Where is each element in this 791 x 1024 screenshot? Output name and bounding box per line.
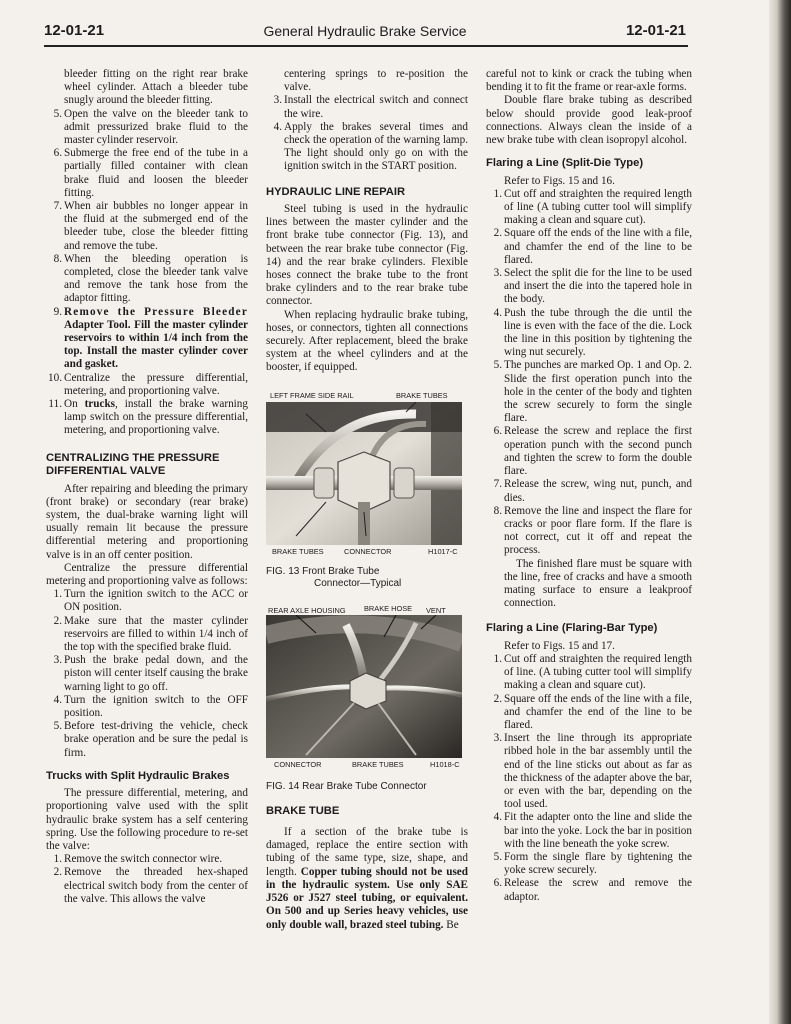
list-item: 9. Remove the Pressure Bleeder Adapter Tool. Fill the master cylinder reservoirs to within 1/4 inch from the top. Install the master cylinder cover and gasket. bbox=[53, 305, 248, 371]
list-item: 5. Form the single flare by tightening the yoke screw securely. bbox=[493, 850, 692, 877]
paragraph-brake-tube: If a section of the brake tube is damaged, replace the entire section with tubing of the same type, size, shape, and length. Copper tubing should not be used in the hydraulic system. Use only SAE J526 or J527 steel tubing, or equivalent. On 500 and up Series heavy vehicles, use only double wall, brazed steel tubing. Be bbox=[266, 826, 468, 931]
list-item: 2. Square off the ends of the line with a file, and chamfer the end of the line to be flared. bbox=[493, 227, 692, 266]
list-item: 4. Apply the brakes several times and check the operation of the warning lamp. The light should only go on with the ignition switch in the START position. bbox=[273, 120, 468, 173]
list-item: 6. Submerge the free end of the tube in a partially filled container with clean brake fluid and loosen the bleeder fitting. bbox=[53, 147, 248, 199]
list-item: 7. Release the screw, wing nut, punch, and dies. bbox=[493, 478, 692, 504]
section-heading-hydraulic-line-repair: HYDRAULIC LINE REPAIR bbox=[266, 185, 406, 198]
list-item: 8. Remove the line and inspect the flare for cracks or poor flare form. If the flare is not correct, cut it off and repeat the process. bbox=[493, 504, 692, 557]
section-heading-split-die: Flaring a Line (Split-Die Type) bbox=[486, 157, 644, 170]
fig13-label-connector: CONNECTOR bbox=[344, 546, 392, 556]
paragraph: Steel tubing is used in the hydraulic lines between the master cylinder and the front brake tube connector (Fig. 13), and between the rear brake tube connector (Fig. 14) and the rear brake cylinders. Flexible hoses connect the brake tube to the front brake cylinders and to the rear brake tube connector. bbox=[266, 203, 468, 308]
figure-13 bbox=[266, 391, 468, 590]
section-heading-centralizing: CENTRALIZING THE PRESSURE DIFFERENTIAL VALVE bbox=[46, 451, 220, 478]
column-3 bbox=[486, 68, 692, 904]
list-item: 6. Release the screw and replace the first operation punch with the second punch and tighten the screw to form the double flare. bbox=[493, 425, 692, 478]
paragraph: Centralize the pressure differential metering and proportioning valve as follows: bbox=[46, 561, 248, 587]
page-title: General Hydraulic Brake Service bbox=[263, 23, 467, 39]
page-number-left: 12-01-21 bbox=[44, 22, 105, 39]
list-item: 1. Cut off and straighten the required length of line (A tubing cutter tool will simplify making a clean and square cut). bbox=[493, 187, 692, 227]
fig14-label-connector: CONNECTOR bbox=[274, 759, 322, 769]
flaring-bar-steps-list bbox=[486, 653, 692, 904]
fig13-label-brake-tubes-top: BRAKE TUBES bbox=[396, 390, 448, 400]
list-item: 4. Fit the adapter onto the line and slide the bar into the yoke. Lock the bar in position with the line beneath the yoke screw. bbox=[493, 811, 692, 850]
fig14-photo bbox=[266, 615, 462, 758]
centralize-steps-list bbox=[46, 588, 248, 760]
section-heading-brake-tube: BRAKE TUBE bbox=[266, 804, 340, 817]
paragraph-ref: Refer to Figs. 15 and 16. bbox=[504, 174, 615, 187]
paragraph: When replacing hydraulic brake tubing, hoses, or connectors, tighten all connections securely. After replacement, bleed the brake system at the wheel cylinders and at the booster, if equipped. bbox=[266, 308, 468, 374]
figure-14 bbox=[266, 604, 468, 793]
list-item: centering springs to re-position the valve. bbox=[284, 68, 468, 94]
paragraph: The finished flare must be square with the line, free of cracks and have a smooth mating surface to ensure a leakproof connection. bbox=[504, 557, 692, 610]
list-item: 4. Turn the ignition switch to the OFF position. bbox=[53, 693, 248, 719]
list-item: 11. On trucks, install the brake warning lamp switch on the pressure differential, metering, and proportioning valve. bbox=[48, 398, 248, 437]
trucks-steps-list-cont bbox=[266, 68, 468, 174]
column-1 bbox=[46, 68, 248, 906]
list-item: 8. When the bleeding operation is completed, close the bleeder tank valve and remove the tank hose from the adaptor fitting. bbox=[53, 252, 248, 305]
column-2 bbox=[266, 68, 468, 932]
trucks-steps-list bbox=[46, 853, 248, 906]
list-item: 2. Make sure that the master cylinder reservoirs are filled to within 1/4 inch of the top with the specified brake fluid. bbox=[53, 614, 248, 653]
list-item: 6. Release the screw and remove the adaptor. bbox=[493, 877, 692, 903]
paragraph: After repairing and bleeding the primary (front brake) or secondary (rear brake) system, the dual-brake warning light will usually remain lit because the pressure differential metering and proportioning valve is in an off center position. bbox=[46, 482, 248, 561]
list-item: 1. Remove the switch connector wire. bbox=[53, 853, 223, 866]
fig14-label-brake-hose: BRAKE HOSE bbox=[364, 603, 413, 613]
fig13-photo bbox=[266, 402, 462, 545]
fig13-label-frame-rail: LEFT FRAME SIDE RAIL bbox=[270, 390, 354, 400]
fig14-label-rear-axle: REAR AXLE HOUSING bbox=[268, 605, 346, 615]
page-number-right: 12-01-21 bbox=[625, 22, 686, 39]
list-item: 1. Turn the ignition switch to the ACC or ON position. bbox=[53, 588, 248, 614]
list-item: 5. Open the valve on the bleeder tank to admit pressurized brake fluid to the master cylinder reservoir. bbox=[53, 107, 248, 147]
fig14-caption: FIG. 14 Rear Brake Tube Connector bbox=[266, 780, 427, 792]
list-item: bleeder fitting on the right rear brake wheel cylinder. Attach a bleeder tube snugly around the bleeder fitting. bbox=[64, 68, 248, 107]
list-item: 10. Centralize the pressure differential, metering, and proportioning valve. bbox=[48, 371, 248, 397]
fig13-label-code: H1017-C bbox=[428, 546, 458, 556]
list-item: 5. The punches are marked Op. 1 and Op. 2. Slide the first operation punch into the hole in the center of the body and tighten the screw securely to form the single flare. bbox=[493, 359, 692, 425]
bleeding-steps-list bbox=[46, 68, 248, 438]
page-edge-shadow bbox=[769, 0, 791, 1024]
fig14-label-vent: VENT bbox=[426, 605, 446, 615]
list-item: 3. Push the brake pedal down, and the piston will center itself causing the brake warning light to go off. bbox=[53, 654, 248, 693]
paragraph: Double flare brake tubing as described below should provide good leak-proof connections. Always clean the inside of a new brake tube with clean isopropyl alcohol. bbox=[486, 94, 692, 147]
list-item: 4. Push the tube through the die until the line is even with the face of the die. Lock the line in this position by tightening the wing nut securely. bbox=[493, 306, 692, 359]
list-item: 5. Before test-driving the vehicle, check brake operation and be sure the pedal is firm. bbox=[53, 720, 248, 759]
header-rule bbox=[44, 45, 688, 47]
paragraph: careful not to kink or crack the tubing when bending it to fit the frame or rear-axle forms. bbox=[486, 68, 692, 94]
list-item: 3. Install the electrical switch and connect the wire. bbox=[273, 94, 468, 120]
list-item: 2. Square off the ends of the line with a file, and chamfer the end of the line to be flared. bbox=[493, 692, 692, 731]
fig14-label-code: H1018-C bbox=[430, 759, 460, 769]
section-heading-flaring-bar: Flaring a Line (Flaring-Bar Type) bbox=[486, 622, 658, 635]
list-item: 3. Insert the line through its appropriate ribbed hole in the bar assembly until the end of the line sticks out about as far as the thickness of the adapter above the bar, or even with the bar, depending on the tool used. bbox=[493, 732, 692, 811]
list-item: 7. When air bubbles no longer appear in the fluid at the submerged end of the bleeder tube, close the bleeder fitting and remove the tube. bbox=[53, 200, 248, 252]
list-item: 3. Select the split die for the line to be used and insert the die into the tapered hole in the body. bbox=[493, 267, 692, 306]
split-die-steps-list bbox=[486, 188, 692, 558]
fig13-label-brake-tubes-bottom: BRAKE TUBES bbox=[272, 546, 324, 556]
paragraph: The pressure differential, metering, and proportioning valve used with the split hydraulic brake system has a self centering spring. Use the following procedure to re-set the valve: bbox=[46, 787, 248, 852]
fig14-label-brake-tubes: BRAKE TUBES bbox=[352, 759, 404, 769]
fig13-caption: FIG. 13 Front Brake Tube Connector—Typical bbox=[266, 565, 402, 589]
list-item: 2. Remove the threaded hex-shaped electrical switch body from the center of the valve. This allows the valve bbox=[53, 866, 248, 905]
page-header bbox=[44, 22, 686, 44]
section-heading-trucks: Trucks with Split Hydraulic Brakes bbox=[46, 769, 230, 782]
list-item: 1. Cut off and straighten the required length of line. (A tubing cutter tool will simplify making a clean and square cut). bbox=[493, 652, 692, 692]
paragraph-ref: Refer to Figs. 15 and 17. bbox=[504, 639, 615, 652]
